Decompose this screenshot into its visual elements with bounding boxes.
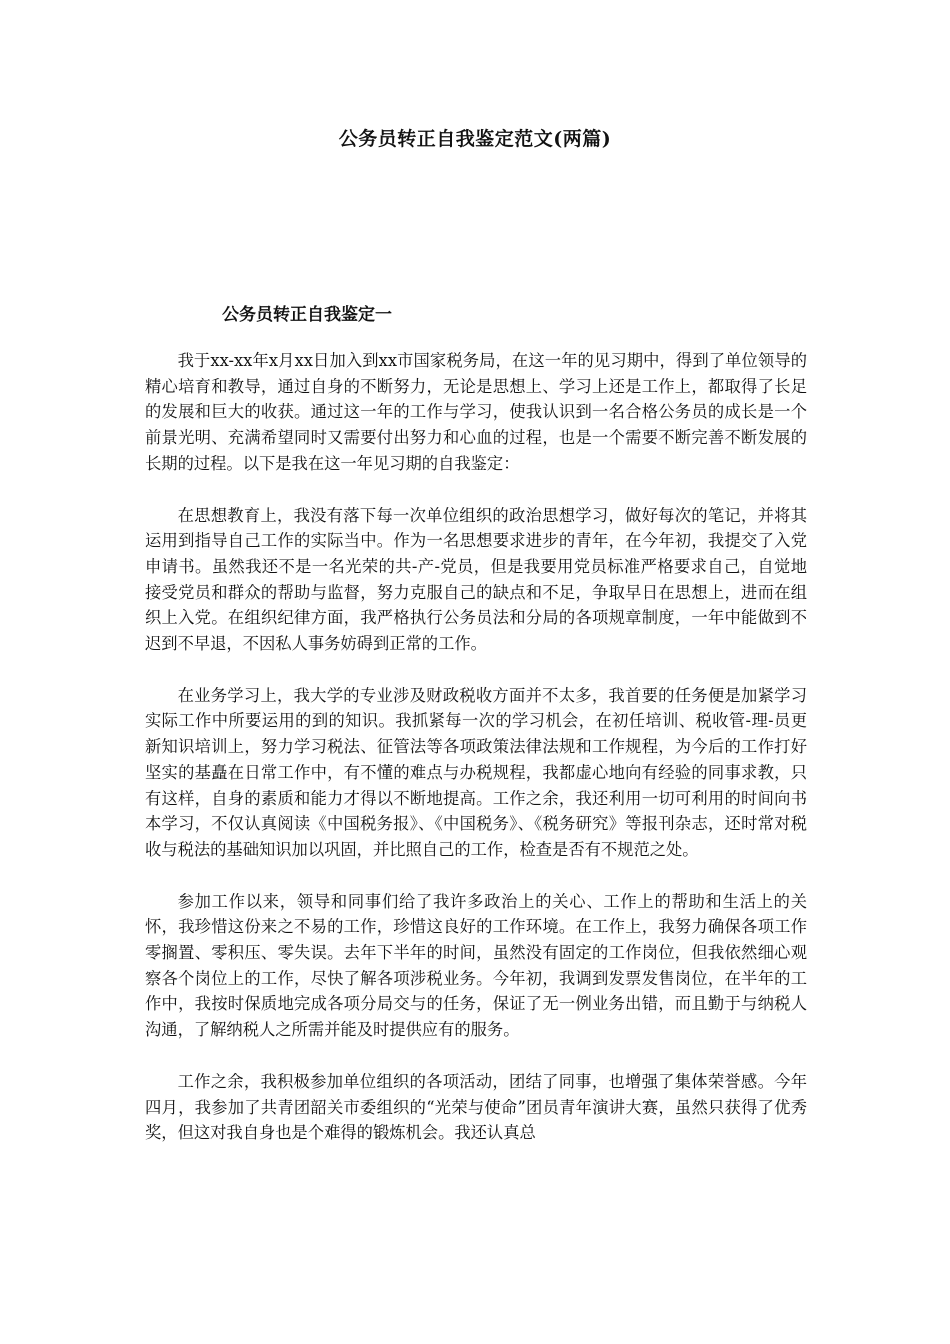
document-title: 公务员转正自我鉴定范文(两篇)	[338, 128, 612, 150]
document-body	[145, 348, 807, 1172]
paragraph-ideology: 在思想教育上，我没有落下每一次单位组织的政治思想学习，做好每次的笔记，并将其运用到指导自己工作的实际当中。作为一名思想要求进步的青年，在今年初，我提交了入党申请书。虽然我还不是一名光荣的共-产-党员，但是我要用党员标准严格要求自己，自觉地接受党员和群众的帮助与监督，努力克服自己的缺点和不足，争取早日在思想上，进而在组织上入党。在组织纪律方面，我严格执行公务员法和分局的各项规章制度，一年中能做到不迟到不早退，不因私人事务妨碍到正常的工作。	[145, 505, 807, 654]
paragraph-intro: 我于xx-xx年x月xx日加入到xx市国家税务局，在这一年的见习期中，得到了单位领导的精心培育和教导，通过自身的不断努力，无论是思想上、学习上还是工作上，都取得了长足的发展和巨大的收获。通过这一年的工作与学习，使我认识到一名合格公务员的成长是一个前景光明、充满希望同时又需要付出努力和心血的过程，也是一个需要不断完善不断发展的长期的过程。以下是我在这一年见习期的自我鉴定：	[145, 351, 807, 473]
paragraph-work: 参加工作以来，领导和同事们给了我许多政治上的关心、工作上的帮助和生活上的关怀，我珍惜这份来之不易的工作，珍惜这良好的工作环境。在工作上，我努力确保各项工作零搁置、零积压、零失误。去年下半年的时间，虽然没有固定的工作岗位，但我依然细心观察各个岗位上的工作，尽快了解各项涉税业务。今年初，我调到发票发售岗位，在半年的工作中，我按时保质地完成各项分局交与的任务，保证了无一例业务出错，而且勤于与纳税人沟通，了解纳税人之所需并能及时提供应有的服务。	[145, 891, 807, 1040]
section-heading: 公务员转正自我鉴定一	[222, 305, 392, 325]
paragraph-activities: 工作之余，我积极参加单位组织的各项活动，团结了同事，也增强了集体荣誉感。今年四月，我参加了共青团韶关市委组织的“光荣与使命”团员青年演讲大赛，虽然只获得了优秀奖，但这对我自身也是个难得的锻炼机会。我还认真总	[145, 1071, 807, 1143]
paragraph-study: 在业务学习上，我大学的专业涉及财政税收方面并不太多，我首要的任务便是加紧学习实际工作中所要运用的到的知识。我抓紧每一次的学习机会，在初任培训、税收管-理-员更新知识培训上，努力学习税法、征管法等各项政策法律法规和工作规程，为今后的工作打好坚实的基矗在日常工作中，有不懂的难点与办税规程，我都虚心地向有经验的同事求教，只有这样，自身的素质和能力才得以不断地提高。工作之余，我还利用一切可利用的时间向书本学习，不仅认真阅读《中国税务报》、《中国税务》、《税务研究》等报刊杂志，还时常对税收与税法的基础知识加以巩固，并比照自己的工作，检查是否有不规范之处。	[145, 685, 807, 859]
